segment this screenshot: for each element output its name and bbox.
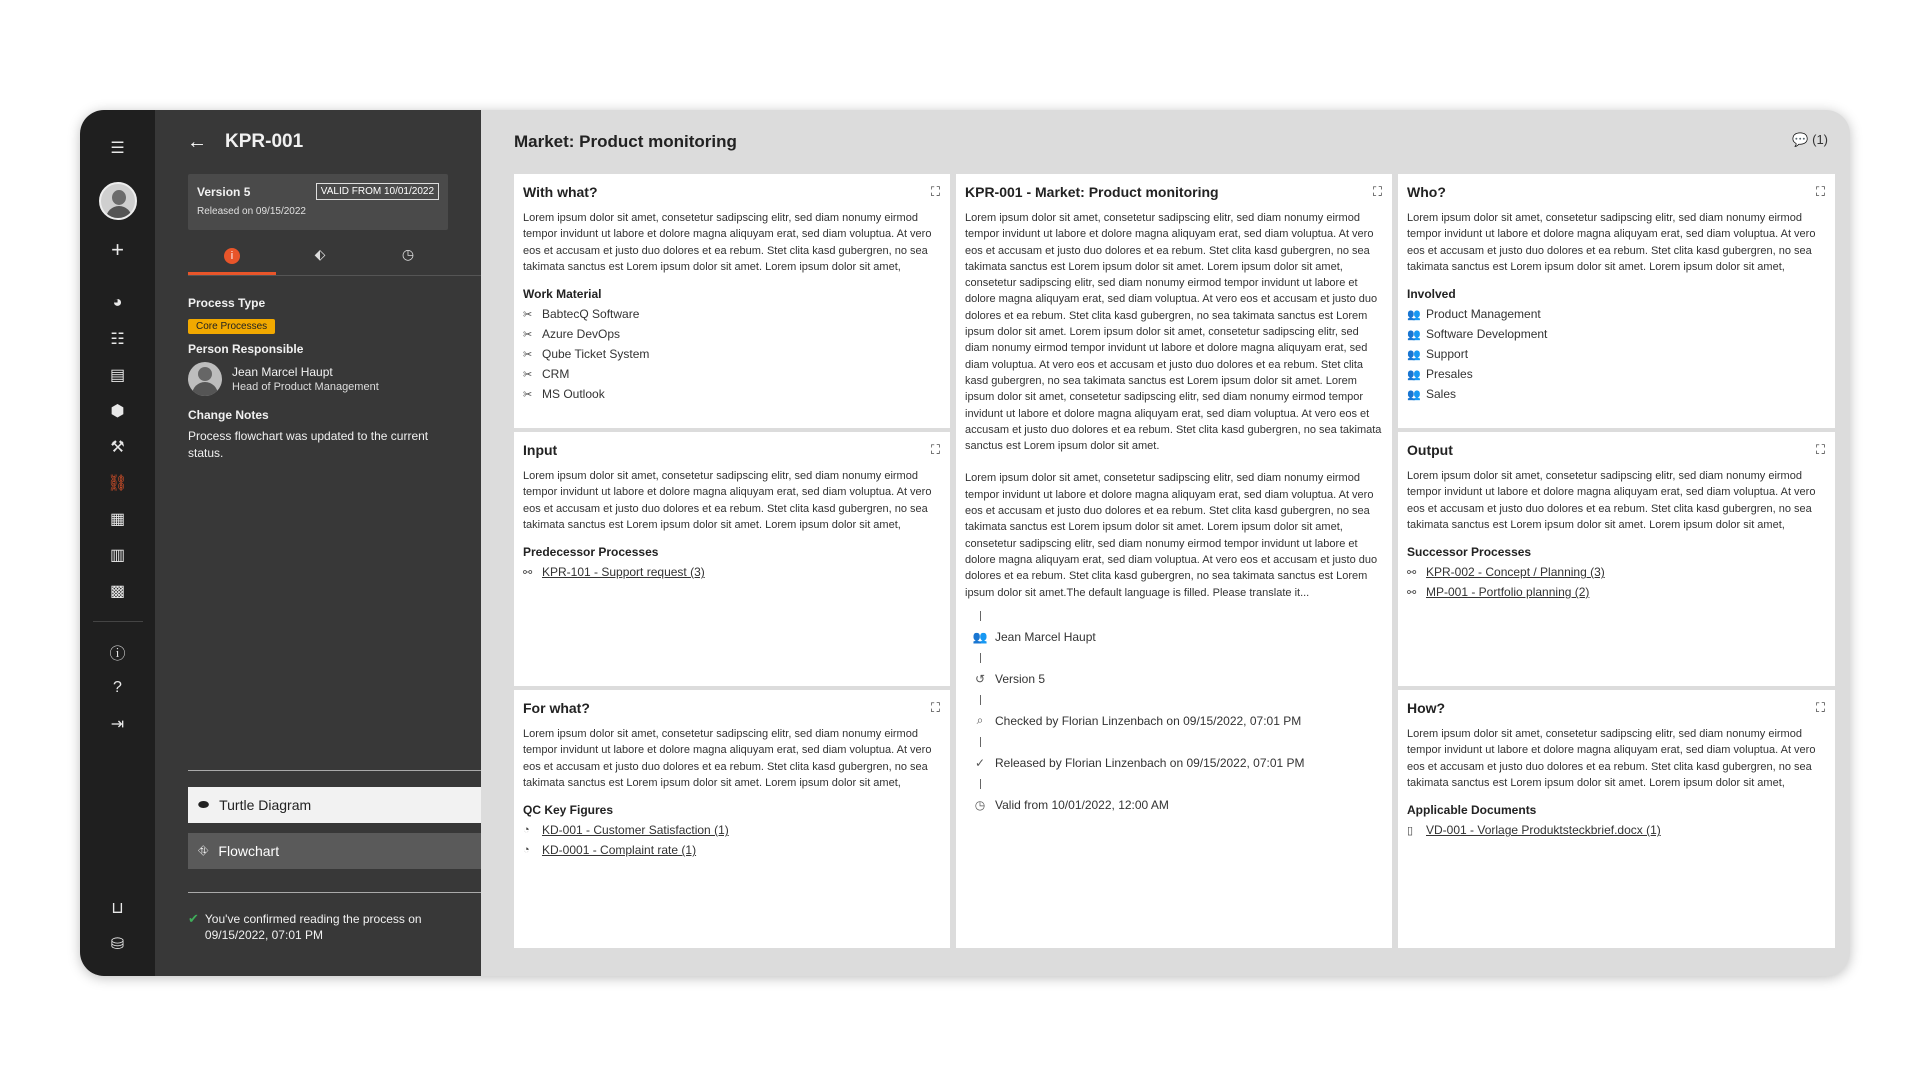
dashboard-icon[interactable]: ◕ [112, 294, 123, 311]
timeline-item [965, 751, 1383, 775]
tab-info[interactable] [188, 246, 276, 275]
turtle-diagram-button[interactable] [188, 787, 481, 823]
help-icon[interactable]: ? [113, 679, 122, 696]
rail-divider [93, 276, 143, 277]
item-label: BabtecQ Software [542, 307, 640, 322]
timeline-text: Version 5 [995, 671, 1046, 686]
document-icon[interactable]: ▦ [109, 511, 126, 528]
timeline-text: Jean Marcel Haupt [995, 629, 1096, 644]
tools-icon: ✂ [523, 348, 533, 361]
add-icon[interactable]: + [111, 237, 124, 262]
group-icon: 👥 [1407, 388, 1421, 401]
list-item [1407, 307, 1826, 321]
flowchart-button[interactable] [188, 833, 481, 869]
timeline-connector [980, 779, 981, 789]
process-icon: ⚯ [1407, 566, 1417, 579]
clipboard-icon[interactable]: ▤ [109, 367, 126, 384]
card-body: Lorem ipsum dolor sit amet, consetetur sadipscing elitr, sed diam nonumy eirmod tempor invidunt ut labore et dolore magna aliquyam erat, sed diam voluptua. At vero eos et accusam et justo duo dolores et ea rebum. Stet clita kasd gubergren, no sea takimata sanctus est Lorem ipsum dolor sit amet. Lorem ipsum dolor sit amet, [1407, 728, 1816, 789]
group-icon: 👥 [1407, 368, 1421, 381]
link-label: KD-001 - Customer Satisfaction (1) [542, 823, 729, 838]
card-who [1398, 174, 1835, 428]
process-sidebar [155, 110, 481, 976]
process-type-label: Process Type [188, 296, 266, 310]
item-label: Azure DevOps [542, 327, 621, 342]
successor-link[interactable] [1407, 565, 1826, 579]
database-icon[interactable]: ⛁ [110, 936, 125, 953]
flowchart-label: Flowchart [218, 843, 280, 859]
link-label: VD-001 - Vorlage Produktsteckbrief.docx (1) [1426, 823, 1661, 838]
sidebar-header [155, 110, 481, 174]
card-title: How? [1407, 700, 1446, 716]
user-avatar[interactable] [99, 182, 137, 220]
card-how [1398, 690, 1835, 948]
file-icon[interactable]: ▥ [109, 547, 126, 564]
expand-icon[interactable]: ⛶ [1372, 184, 1382, 199]
key-figure-link[interactable] [523, 843, 941, 857]
info-panel [155, 276, 481, 462]
list-item [523, 327, 941, 341]
rail-divider [93, 621, 143, 622]
tools-icon: ✂ [523, 368, 533, 381]
person-label: Person Responsible [188, 342, 304, 356]
predecessor-label: Predecessor Processes [523, 545, 659, 560]
timeline-text: Valid from 10/01/2022, 12:00 AM [995, 797, 1169, 812]
card-body: Lorem ipsum dolor sit amet, consetetur sadipscing elitr, sed diam nonumy eirmod tempor invidunt ut labore et dolore magna aliquyam erat, sed diam voluptua. At vero eos et accusam et justo duo dolores et ea rebum. Stet clita kasd gubergren, no sea takimata sanctus est Lorem ipsum dolor sit amet. Lorem ipsum dolor sit amet, [1407, 212, 1816, 273]
tools-icon: ✂ [523, 328, 533, 341]
tab-history[interactable] [364, 246, 452, 275]
card-body: Lorem ipsum dolor sit amet, consetetur sadipscing elitr, sed diam nonumy eirmod tempor invidunt ut labore et dolore magna aliquyam erat, sed diam voluptua. At vero eos et accusam et justo duo dolores et ea rebum. Stet clita kasd gubergren, no sea takimata sanctus est Lorem ipsum dolor sit amet. Lorem ipsum dolor sit amet, [523, 728, 932, 789]
valid-badge: VALID FROM 10/01/2022 [316, 183, 439, 200]
tag-icon: ⬖ [314, 246, 326, 262]
timeline-item [965, 793, 1383, 817]
card-title: Input [523, 442, 558, 458]
confirm-text: You've confirmed reading the process on 09/15/2022, 07:01 PM [204, 912, 422, 942]
card-input [514, 432, 950, 686]
list-item [523, 347, 941, 361]
document-icon: ▯ [1407, 824, 1414, 837]
group-icon: 👥 [1407, 348, 1421, 361]
item-label: MS Outlook [542, 387, 605, 402]
chart-icon[interactable]: ⊔ [111, 900, 124, 917]
clock-icon: ◷ [974, 797, 986, 812]
timeline-text: Checked by Florian Linzenbach on 09/15/2022, 07:01 PM [995, 713, 1302, 728]
expand-icon[interactable]: ⛶ [930, 184, 940, 199]
users-icon: 👥 [972, 629, 988, 644]
list-item [523, 367, 941, 381]
person-name: Jean Marcel Haupt [232, 365, 333, 379]
sidebar-tabs [188, 246, 481, 276]
logout-icon[interactable]: ⇥ [110, 716, 125, 733]
info-icon[interactable]: ⓘ [109, 645, 126, 663]
turtle-grid [514, 174, 1836, 948]
card-title: Output [1407, 442, 1453, 458]
user-check-icon: ✔ [188, 911, 199, 926]
card-title: Who? [1407, 184, 1446, 200]
change-notes-label: Change Notes [188, 408, 269, 422]
gauge-icon: ◔ [523, 824, 530, 837]
timeline-item [965, 709, 1383, 733]
link-label: MP-001 - Portfolio planning (2) [1426, 585, 1590, 600]
link-label: KD-0001 - Complaint rate (1) [542, 843, 697, 858]
view-nav [188, 770, 481, 879]
sitemap-icon[interactable]: ⛓ [107, 475, 128, 492]
rail-bottom [105, 890, 131, 962]
clock-icon: ◷ [401, 246, 415, 262]
timeline-connector [980, 695, 981, 705]
card-with-what [514, 174, 950, 428]
history-icon: ↺ [974, 671, 986, 686]
card-title: KPR-001 - Market: Product monitoring [965, 184, 1219, 200]
release-timeline [965, 611, 1383, 817]
main-area [481, 110, 1850, 976]
successor-link[interactable] [1407, 585, 1826, 599]
comments-icon: 💬 [1792, 132, 1809, 147]
timeline-text: Released by Florian Linzenbach on 09/15/2022, 07:01 PM [995, 755, 1305, 770]
box-icon[interactable]: ⬢ [110, 403, 125, 420]
card-title: With what? [523, 184, 598, 200]
involved-label: Involved [1407, 287, 1456, 302]
item-label: Presales [1426, 367, 1473, 382]
released-date: Released on 09/15/2022 [197, 206, 306, 217]
app-window [80, 110, 1850, 976]
expand-icon[interactable]: ⛶ [1815, 700, 1825, 715]
applicable-documents-label: Applicable Documents [1407, 803, 1537, 818]
change-notes: Process flowchart was updated to the current status. [188, 429, 429, 460]
turtle-diagram-label: Turtle Diagram [219, 797, 312, 813]
search-icon: ⌕ [976, 713, 984, 728]
key-figure-link[interactable] [523, 823, 941, 837]
card-body: Lorem ipsum dolor sit amet, consetetur sadipscing elitr, sed diam nonumy eirmod tempor invidunt ut labore et dolore magna aliquyam erat, sed diam voluptua. At vero eos et accusam et justo duo dolores et ea rebum. Stet clita kasd gubergren, no sea takimata sanctus est Lorem ipsum dolor sit amet. Lorem ipsum dolor sit amet, [523, 212, 932, 273]
info-icon: i [224, 248, 240, 264]
work-material-label: Work Material [523, 287, 602, 302]
turtle-icon: ⬬ [198, 797, 210, 812]
list-item [1407, 387, 1826, 401]
read-confirmation [188, 892, 481, 943]
link-label: KPR-002 - Concept / Planning (3) [1426, 565, 1605, 580]
check-icon: ✓ [974, 755, 986, 770]
group-icon: 👥 [1407, 308, 1421, 321]
center-description-2: Lorem ipsum dolor sit amet, consetetur sadipscing elitr, sed diam nonumy eirmod tempor invidunt ut labore et dolore magna aliquyam erat, sed diam voluptua. At vero eos et accusam et justo duo dolores et ea rebum. Stet clita kasd gubergren, no sea takimata sanctus est Lorem ipsum dolor sit amet. Lorem ipsum dolor sit amet, consetetur sadipscing elitr, sed diam nonumy eirmod tempor invidunt ut labore et dolore magna aliquyam erat, sed diam voluptua. At vero eos et accusam et justo duo dolores et ea rebum. Stet clita kasd gubergren, no sea takimata sanctus est Lorem ipsum dolor sit amet.The default language is filled. Please translate it... [965, 472, 1378, 599]
back-arrow-icon[interactable]: ← [187, 130, 207, 153]
tools-icon: ✂ [523, 308, 533, 321]
list-item [523, 387, 941, 401]
list-item [1407, 367, 1826, 381]
timeline-connector [980, 611, 981, 621]
card-for-what [514, 690, 950, 948]
item-label: Software Development [1426, 327, 1548, 342]
process-icon: ⚯ [1407, 586, 1417, 599]
card-center [956, 174, 1392, 948]
predecessor-link[interactable] [523, 565, 941, 579]
successor-label: Successor Processes [1407, 545, 1532, 560]
list-item [1407, 327, 1826, 341]
process-type-badge: Core Processes [188, 319, 275, 334]
person-responsible [188, 362, 448, 396]
group-icon: 👥 [1407, 328, 1421, 341]
timeline-connector [980, 653, 981, 663]
version-box[interactable] [188, 174, 448, 230]
item-label: CRM [542, 367, 570, 382]
expand-icon[interactable]: ⛶ [1815, 442, 1825, 457]
comments-button[interactable] [1792, 132, 1828, 148]
card-output [1398, 432, 1835, 686]
tools-icon: ✂ [523, 388, 533, 401]
gauge-icon: ◔ [523, 844, 530, 857]
person-avatar [188, 362, 222, 396]
wrench-icon[interactable]: ⚒ [110, 439, 125, 456]
list-icon[interactable]: ☷ [110, 331, 125, 348]
tab-tags[interactable] [276, 246, 364, 275]
icon-rail [80, 110, 155, 976]
qc-key-figures-label: QC Key Figures [523, 803, 614, 818]
expand-icon[interactable]: ⛶ [1815, 184, 1825, 199]
version-name: Version 5 [197, 184, 251, 199]
link-label: KPR-101 - Support request (3) [542, 565, 705, 580]
library-icon[interactable]: ▩ [109, 583, 126, 600]
expand-icon[interactable]: ⛶ [930, 700, 940, 715]
list-item [523, 307, 941, 321]
process-id: KPR-001 [225, 131, 304, 152]
timeline-connector [980, 737, 981, 747]
timeline-item [965, 667, 1383, 691]
card-title: For what? [523, 700, 590, 716]
card-body: Lorem ipsum dolor sit amet, consetetur sadipscing elitr, sed diam nonumy eirmod tempor invidunt ut labore et dolore magna aliquyam erat, sed diam voluptua. At vero eos et accusam et justo duo dolores et ea rebum. Stet clita kasd gubergren, no sea takimata sanctus est Lorem ipsum dolor sit amet. Lorem ipsum dolor sit amet, [1407, 470, 1816, 531]
item-label: Qube Ticket System [542, 347, 650, 362]
item-label: Sales [1426, 387, 1457, 402]
menu-icon[interactable]: ☰ [110, 140, 125, 157]
list-item [1407, 347, 1826, 361]
item-label: Product Management [1426, 307, 1541, 322]
timeline-item [965, 625, 1383, 649]
person-role: Head of Product Management [232, 381, 379, 393]
expand-icon[interactable]: ⛶ [930, 442, 940, 457]
item-label: Support [1426, 347, 1469, 362]
page-title: Market: Product monitoring [514, 132, 737, 151]
card-body: Lorem ipsum dolor sit amet, consetetur sadipscing elitr, sed diam nonumy eirmod tempor invidunt ut labore et dolore magna aliquyam erat, sed diam voluptua. At vero eos et accusam et justo duo dolores et ea rebum. Stet clita kasd gubergren, no sea takimata sanctus est Lorem ipsum dolor sit amet. Lorem ipsum dolor sit amet, [523, 470, 932, 531]
comments-count: (1) [1812, 132, 1828, 147]
flowchart-icon: ⛗ [198, 843, 209, 858]
document-link[interactable] [1407, 823, 1826, 837]
center-description: Lorem ipsum dolor sit amet, consetetur sadipscing elitr, sed diam nonumy eirmod tempor invidunt ut labore et dolore magna aliquyam erat, sed diam voluptua. At vero eos et accusam et justo duo dolores et ea rebum. Stet clita kasd gubergren, no sea takimata sanctus est Lorem ipsum dolor sit amet. Lorem ipsum dolor sit amet, consetetur sadipscing elitr, sed diam nonumy eirmod tempor invidunt ut labore et dolore magna aliquyam erat, sed diam voluptua. At vero eos et accusam et justo duo dolores et ea rebum. Stet clita kasd gubergren, no sea takimata sanctus est Lorem ipsum dolor sit amet. Lorem ipsum dolor sit amet, consetetur sadipscing elitr, sed diam nonumy eirmod tempor invidunt ut labore et dolore magna aliquyam erat, sed diam voluptua. At vero eos et accusam et justo duo dolores et ea rebum. Stet clita kasd gubergren, no sea takimata sanctus est Lorem ipsum dolor sit amet. Lorem ipsum dolor sit amet, consetetur sadipscing elitr, sed diam nonumy eirmod tempor invidunt ut labore et dolore magna aliquyam erat, sed diam voluptua. At vero eos et accusam et justo duo dolores et ea rebum. Stet clita kasd gubergren, no sea takimata sanctus est Lorem ipsum dolor sit amet. [965, 212, 1382, 453]
process-icon: ⚯ [523, 566, 533, 579]
